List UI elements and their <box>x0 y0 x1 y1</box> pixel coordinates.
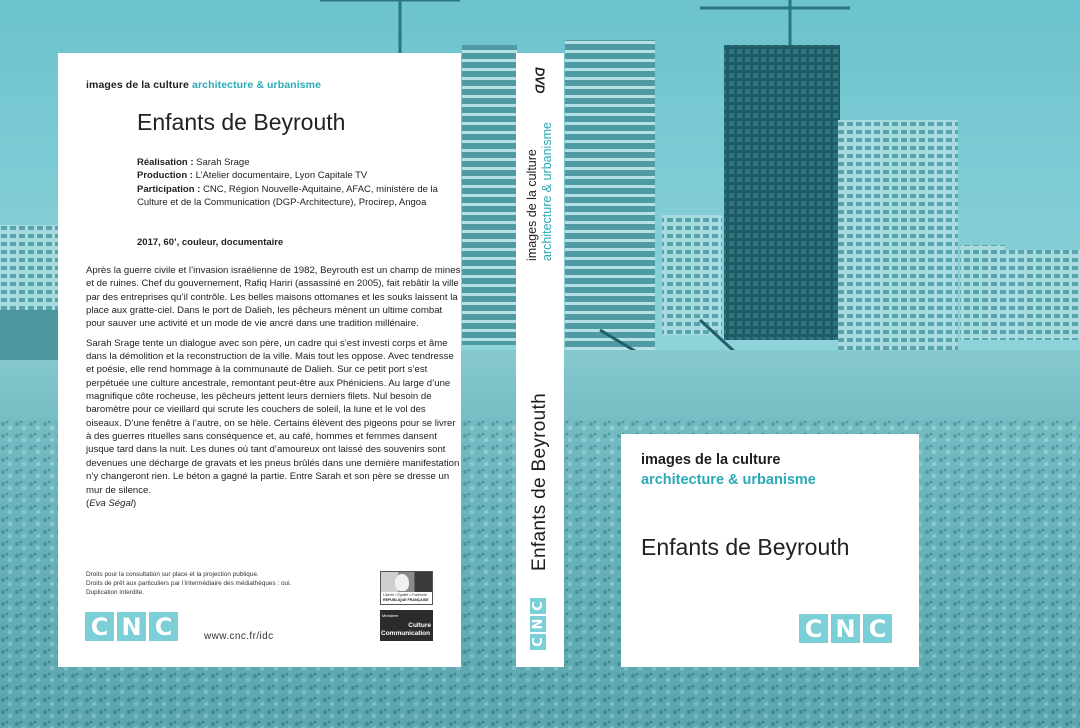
credits-block <box>137 156 455 210</box>
synopsis-author: Eva Ségal <box>89 497 133 509</box>
spine-title: Enfants de Beyrouth <box>529 393 550 571</box>
synopsis <box>86 264 461 516</box>
credit-director: Réalisation : Sarah Srage <box>137 157 250 168</box>
cnc-logo-front: C N C <box>799 614 892 643</box>
website-url: www.cnc.fr/idc <box>204 631 274 642</box>
front-series-label: images de la culture architecture & urbanisme <box>641 452 816 488</box>
credit-participation: Participation : CNC, Région Nouvelle-Aquitaine, AFAC, ministère de la Culture et de la Communication (DGP-Architecture), Procirep, Angoa <box>137 183 438 209</box>
cnc-logo-spine: C N C <box>530 598 546 650</box>
republique-francaise-logo: Liberté • Égalité • Fraternité RÉPUBLIQUE FRANÇAISE <box>380 571 433 605</box>
legal-notice: Droits pour la consultation sur place et la projection publique. Droits de prêt aux particuliers par l’intermédiaire des médiathèques : oui. Duplication interdite. <box>86 571 292 596</box>
series-label <box>86 79 321 91</box>
front-title: Enfants de Beyrouth <box>641 534 850 560</box>
synopsis-paragraph: Après la guerre civile et l’invasion israélienne de 1982, Beyrouth est un champ de mines et de ruines. Chef du gouvernement, Rafiq Hariri (assassiné en 2005), fait rebâtir la ville par des entreprises qu’il contrôle. Les belles maisons ottomanes et les souks laissent la place aux gratte-ciel. Dans le port de Dalieh, les pêcheurs mènent un ultime combat pour sauver une activité et un mode de vie ancré dans une tradition millénaire. <box>86 265 461 330</box>
cnc-logo: C N C <box>85 612 178 641</box>
spine-series-label: images de la culture architecture & urbanisme <box>525 122 554 261</box>
ministere-culture-logo: Ministère Culture Communication <box>380 610 433 641</box>
back-cover-panel <box>58 53 461 667</box>
series-name: images de la culture <box>86 79 189 91</box>
dvd-logo: DVD <box>532 67 548 93</box>
front-cover-panel <box>621 434 919 667</box>
film-title: Enfants de Beyrouth <box>137 109 346 135</box>
series-subtitle: architecture & urbanisme <box>192 79 322 91</box>
film-meta: 2017, 60’, couleur, documentaire <box>137 237 284 248</box>
synopsis-paragraph: Sarah Srage tente un dialogue avec son père, un cadre qui s’est investi corps et âme dans la démolition et la reconstruction de la ville. Mais tout les oppose. Avec tendresse et poésie, elle rend hommage à la communauté de Dalieh. Sur ce petit port s’est perpétuée une culture ancestrale, remontant peut-être aux Phéniciens. Au large d’une magnifique côte rocheuse, les pêcheurs jettent leurs derniers filets. Nul besoin de baromètre pour ce vieillard qui scrute les couchers de soleil, la lune et le vol des oiseaux. D’une fenêtre à l’autre, on se hèle. Certains élèvent des pigeons pour se livrer à des guerres rituelles sans conséquence et, au café, hommes et femmes dansent jusque tard dans la nuit. Les dunes où tant d’amoureux ont laissé des souvenirs sont devenues une décharge de gravats et les pneus brûlés dans une dernière manifestation n’y changeront rien. Le béton a gagné la partie. Entre Sarah et son père se dresse un mur de silence. (Eva Ségal) <box>86 337 460 509</box>
marianne-icon <box>395 574 409 591</box>
credit-production: Production : L’Atelier documentaire, Lyon Capitale TV <box>137 170 368 182</box>
